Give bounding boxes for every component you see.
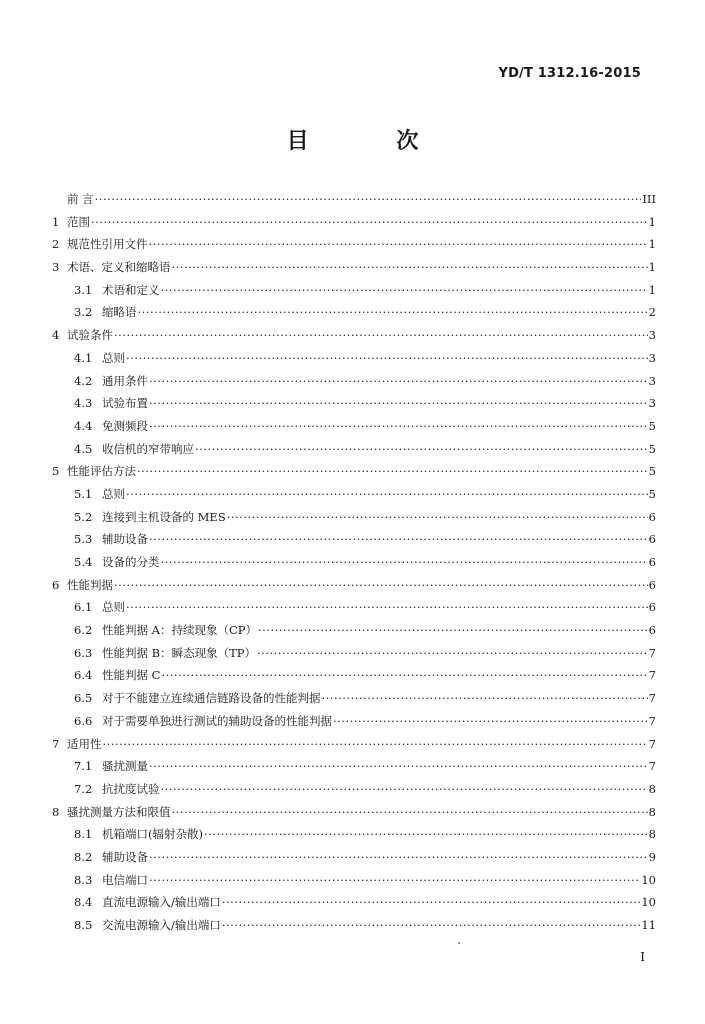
scan-speck	[458, 942, 460, 944]
toc-entry[interactable]	[52, 259, 656, 282]
toc-entry[interactable]	[52, 758, 656, 781]
toc-entry-label: 性能判据 C	[102, 668, 161, 683]
toc-entry[interactable]	[52, 191, 656, 214]
toc-leader-dots	[195, 442, 648, 456]
toc-entry-number: 7	[52, 736, 60, 751]
toc-entry-page: 8	[648, 781, 656, 796]
toc-leader-dots	[149, 419, 648, 433]
toc-entry-number: 4.1	[74, 350, 93, 365]
toc-entry[interactable]	[52, 327, 656, 350]
toc-entry-page: 7	[648, 668, 656, 683]
toc-entry-label: 术语和定义	[102, 282, 160, 297]
toc-leader-dots	[126, 487, 648, 501]
toc-entry[interactable]	[52, 917, 656, 940]
toc-entry-number: 6	[52, 577, 60, 592]
toc-entry-number: 4.4	[74, 418, 93, 433]
toc-entry-label: 试验条件	[67, 328, 113, 343]
toc-leader-dots	[222, 895, 640, 909]
toc-entry-page: 6	[648, 577, 656, 592]
toc-leader-dots	[258, 623, 648, 637]
toc-entry-number: 5.3	[74, 532, 93, 547]
toc-entry[interactable]	[52, 690, 656, 713]
toc-entry[interactable]	[52, 373, 656, 396]
toc-leader-dots	[126, 600, 648, 614]
toc-entry-page: 6	[648, 555, 656, 569]
toc-entry-label: 电信端口	[102, 872, 148, 887]
toc-entry-page: 6	[648, 509, 656, 524]
toc-entry-label: 总则	[102, 350, 125, 365]
toc-entry-page: 5	[648, 464, 656, 479]
toc-entry[interactable]	[52, 236, 656, 259]
toc-leader-dots	[149, 850, 648, 864]
toc-entry-label: 交流电源输入/输出端口	[102, 918, 221, 932]
toc-entry-page: III	[642, 192, 656, 206]
toc-leader-dots	[227, 510, 648, 524]
toc-leader-dots	[204, 827, 648, 841]
toc-entry[interactable]	[52, 736, 656, 759]
toc-leader-dots	[161, 555, 648, 569]
toc-entry[interactable]	[52, 282, 656, 305]
toc-entry-label: 总则	[102, 600, 125, 615]
toc-entry[interactable]	[52, 826, 656, 849]
toc-leader-dots	[257, 646, 648, 660]
toc-entry-number: 6.5	[74, 691, 93, 706]
toc-entry-number: 5.2	[74, 509, 93, 524]
toc-entry-page: 7	[648, 691, 656, 706]
table-of-contents	[52, 191, 656, 940]
toc-entry-label: 缩略语	[102, 305, 137, 320]
toc-entry-label: 骚扰测量	[102, 759, 148, 774]
toc-entry-label: 术语、定义和缩略语	[67, 260, 171, 275]
toc-entry-page: 3	[648, 373, 656, 388]
toc-leader-dots	[161, 782, 648, 796]
toc-leader-dots	[95, 192, 642, 206]
toc-leader-dots	[172, 260, 648, 274]
toc-entry-label: 性能判据 B：瞬态现象（TP）	[102, 645, 257, 660]
toc-entry-label: 规范性引用文件	[67, 237, 148, 252]
toc-entry-label: 试验布置	[102, 396, 148, 411]
toc-entry[interactable]	[52, 463, 656, 486]
toc-leader-dots	[149, 374, 648, 388]
toc-entry-page: 8	[648, 827, 656, 842]
toc-entry[interactable]	[52, 418, 656, 441]
toc-entry-label: 骚扰测量方法和限值	[67, 804, 171, 819]
toc-leader-dots	[114, 328, 648, 342]
toc-entry-number: 1	[52, 214, 60, 229]
toc-entry[interactable]	[52, 781, 656, 804]
toc-entry[interactable]	[52, 713, 656, 736]
toc-entry-number: 4	[52, 328, 60, 343]
toc-entry-number: 3	[52, 260, 60, 275]
toc-entry-number: 8.4	[74, 895, 93, 910]
toc-entry[interactable]	[52, 577, 656, 600]
toc-entry-number: 7.2	[74, 781, 93, 796]
toc-entry-number: 4.2	[74, 373, 93, 388]
toc-entry[interactable]	[52, 849, 656, 872]
toc-entry-page: 10	[641, 872, 656, 887]
toc-entry-number: 8.1	[74, 827, 93, 842]
toc-entry-label: 抗扰度试验	[102, 781, 160, 796]
toc-entry[interactable]	[52, 350, 656, 373]
toc-entry-number: 5	[52, 464, 60, 479]
toc-entry-page: 11	[641, 918, 656, 932]
toc-entry[interactable]	[52, 441, 656, 464]
toc-leader-dots	[114, 578, 648, 592]
toc-leader-dots	[149, 759, 648, 773]
toc-entry[interactable]	[52, 645, 656, 668]
toc-entry-label: 辅助设备	[102, 849, 148, 864]
toc-entry-label: 对于需要单独进行测试的辅助设备的性能判据	[102, 713, 332, 728]
toc-leader-dots	[322, 691, 648, 705]
toc-leader-dots	[149, 532, 648, 546]
toc-entry-number: 5.1	[74, 486, 93, 501]
toc-entry-number: 8.3	[74, 872, 93, 887]
toc-entry-page: 5	[648, 418, 656, 433]
toc-entry-page: 8	[648, 804, 656, 819]
toc-entry[interactable]	[52, 894, 656, 917]
toc-entry-label: 性能判据	[67, 577, 113, 592]
toc-entry-page: 1	[648, 214, 656, 229]
toc-entry-number: 4.3	[74, 396, 93, 411]
toc-entry[interactable]	[52, 667, 656, 690]
toc-entry-page: 5	[648, 486, 656, 501]
toc-leader-dots	[161, 283, 648, 297]
toc-entry-page: 1	[648, 237, 656, 252]
toc-entry-page: 6	[648, 600, 656, 615]
toc-entry-label: 机箱端口(辐射杂散)	[102, 827, 203, 842]
toc-entry-label: 总则	[102, 486, 125, 501]
toc-entry-label: 辅助设备	[102, 532, 148, 547]
toc-entry-page: 6	[648, 532, 656, 547]
toc-entry[interactable]	[52, 304, 656, 327]
toc-entry[interactable]	[52, 622, 656, 645]
toc-entry-number: 3.1	[74, 282, 93, 297]
toc-leader-dots	[138, 305, 648, 319]
toc-leader-dots	[149, 237, 648, 251]
toc-entry-page: 3	[648, 328, 656, 343]
toc-entry-page: 3	[648, 396, 656, 411]
toc-entry-number: 6.6	[74, 713, 93, 728]
toc-entry-number: 4.5	[74, 441, 93, 456]
toc-entry-page: 1	[648, 282, 656, 297]
toc-entry[interactable]	[52, 395, 656, 418]
toc-entry-page: 7	[648, 645, 656, 660]
toc-leader-dots	[333, 714, 648, 728]
page-title: 目 次	[286, 129, 459, 154]
toc-entry-label: 通用条件	[102, 373, 148, 388]
toc-entry-label: 前 言	[67, 192, 94, 206]
toc-entry-label: 设备的分类	[102, 555, 160, 569]
toc-entry-page: 6	[648, 623, 656, 638]
toc-entry-number: 6.1	[74, 600, 93, 615]
toc-entry-label: 收信机的窄带响应	[102, 441, 194, 456]
toc-entry-page: 2	[648, 305, 656, 320]
toc-entry-label: 对于不能建立连续通信链路设备的性能判据	[102, 691, 321, 706]
toc-entry-page: 7	[648, 713, 656, 728]
toc-entry-label: 适用性	[67, 736, 102, 751]
toc-entry-label: 性能判据 A：持续现象（CP）	[102, 623, 257, 638]
toc-entry-page: 9	[648, 849, 656, 864]
toc-leader-dots	[172, 805, 648, 819]
toc-leader-dots	[91, 215, 648, 229]
toc-leader-dots	[137, 464, 648, 478]
toc-entry-number: 6.4	[74, 668, 93, 683]
document-id: YD/T 1312.16-2015	[498, 66, 641, 81]
toc-entry-page: 7	[648, 759, 656, 774]
toc-entry-page: 10	[641, 895, 656, 910]
toc-entry-page: 1	[648, 260, 656, 275]
toc-entry-number: 2	[52, 237, 60, 252]
toc-entry-label: 连接到主机设备的 MES	[102, 509, 226, 524]
toc-leader-dots	[126, 351, 648, 365]
toc-entry[interactable]	[52, 554, 656, 577]
toc-entry-number: 7.1	[74, 759, 93, 774]
toc-leader-dots	[222, 918, 640, 932]
toc-entry-number: 3.2	[74, 305, 93, 320]
toc-entry-number: 6.2	[74, 623, 93, 638]
toc-entry-number: 8.2	[74, 849, 93, 864]
toc-entry[interactable]	[52, 599, 656, 622]
toc-entry[interactable]	[52, 804, 656, 827]
toc-entry-number: 8	[52, 804, 60, 819]
toc-entry-page: 3	[648, 350, 656, 365]
toc-leader-dots	[149, 396, 648, 410]
toc-entry-number: 8.5	[74, 918, 93, 932]
toc-leader-dots	[161, 668, 647, 682]
toc-entry-label: 直流电源输入/输出端口	[102, 895, 221, 910]
toc-entry[interactable]	[52, 486, 656, 509]
toc-leader-dots	[103, 737, 648, 751]
toc-entry-label: 范围	[67, 214, 90, 229]
page-number: I	[640, 950, 645, 964]
toc-entry-label: 免测频段	[102, 418, 148, 433]
toc-entry-page: 5	[648, 441, 656, 456]
toc-entry[interactable]	[52, 531, 656, 554]
toc-entry-number: 6.3	[74, 645, 93, 660]
toc-entry[interactable]	[52, 872, 656, 895]
toc-entry[interactable]	[52, 509, 656, 532]
toc-entry-number: 5.4	[74, 555, 93, 569]
toc-leader-dots	[149, 873, 640, 887]
toc-entry-label: 性能评估方法	[67, 464, 136, 479]
toc-entry[interactable]	[52, 214, 656, 237]
toc-entry-page: 7	[648, 736, 656, 751]
